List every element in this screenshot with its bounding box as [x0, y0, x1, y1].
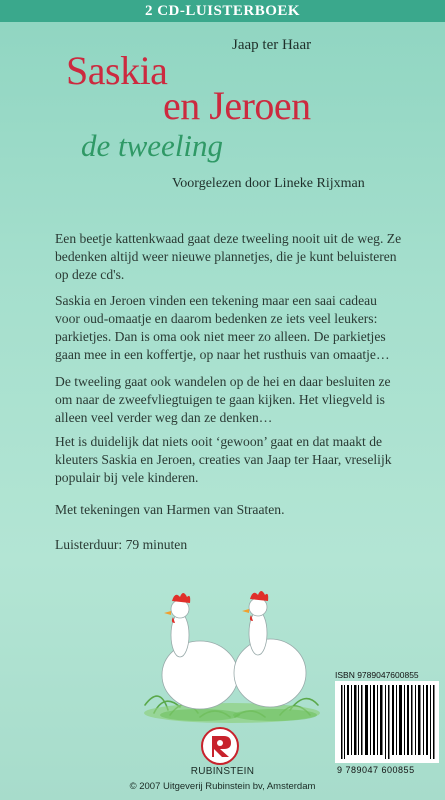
publisher-logo-icon [200, 726, 240, 766]
chickens-illustration [140, 565, 325, 725]
reader-credit: Voorgelezen door Lineke Rijxman [172, 176, 365, 191]
chicken-right [234, 591, 306, 707]
title-line-1: Saskia [66, 48, 168, 93]
blurb-paragraph-3: De tweeling gaat ook wandelen op de hei en daar besluiten ze om naar de zweefvliegtuigen te gaan kijken. Het vliegveld is alleen veel verder weg dan ze denken… [55, 374, 391, 425]
barcode-bars [335, 681, 439, 763]
isbn: ISBN 9789047600855 [335, 670, 419, 680]
duration: Luisterduur: 79 minuten [55, 537, 188, 552]
barcode [335, 681, 439, 763]
header-band-text: 2 CD-LUISTERBOEK [144, 3, 301, 19]
blurb-paragraph-4: Het is duidelijk dat niets ooit ‘gewoon’ gaat en dat maakt de kleuters Saskia en Jeroen, creaties van Jaap ter Haar, vreselijk populair bij vele kinderen. [55, 434, 392, 485]
blurb-paragraph-1: Een beetje kattenkwaad gaat deze tweeling nooit uit de weg. Ze bedenken altijd weer nieuwe plannetjes, die je kunt beluisteren op deze cd's. [55, 231, 402, 282]
copyright-line: © 2007 Uitgeverij Rubinstein bv, Amsterdam [129, 781, 316, 792]
author-name: Jaap ter Haar [232, 37, 312, 53]
chicken-left [162, 593, 238, 709]
header-band [0, 0, 445, 22]
blurb-paragraph-2: Saskia en Jeroen vinden een tekening maar een saai cadeau voor oud-omaatje en daarom bedenken ze iets veel leukers: parkietjes. Dan is oma ook niet meer zo alleen. De parkietjes gaan mee in een koffertje, op naar het rusthuis van omaatje… [55, 293, 390, 362]
barcode-digits: 9 789047 600855 [337, 765, 415, 775]
title-line-2: en Jeroen [163, 83, 311, 128]
publisher-name: RUBINSTEIN [190, 766, 255, 777]
illustrator-credit: Met tekeningen van Harmen van Straaten. [55, 502, 285, 517]
subtitle: de tweeling [81, 128, 224, 163]
